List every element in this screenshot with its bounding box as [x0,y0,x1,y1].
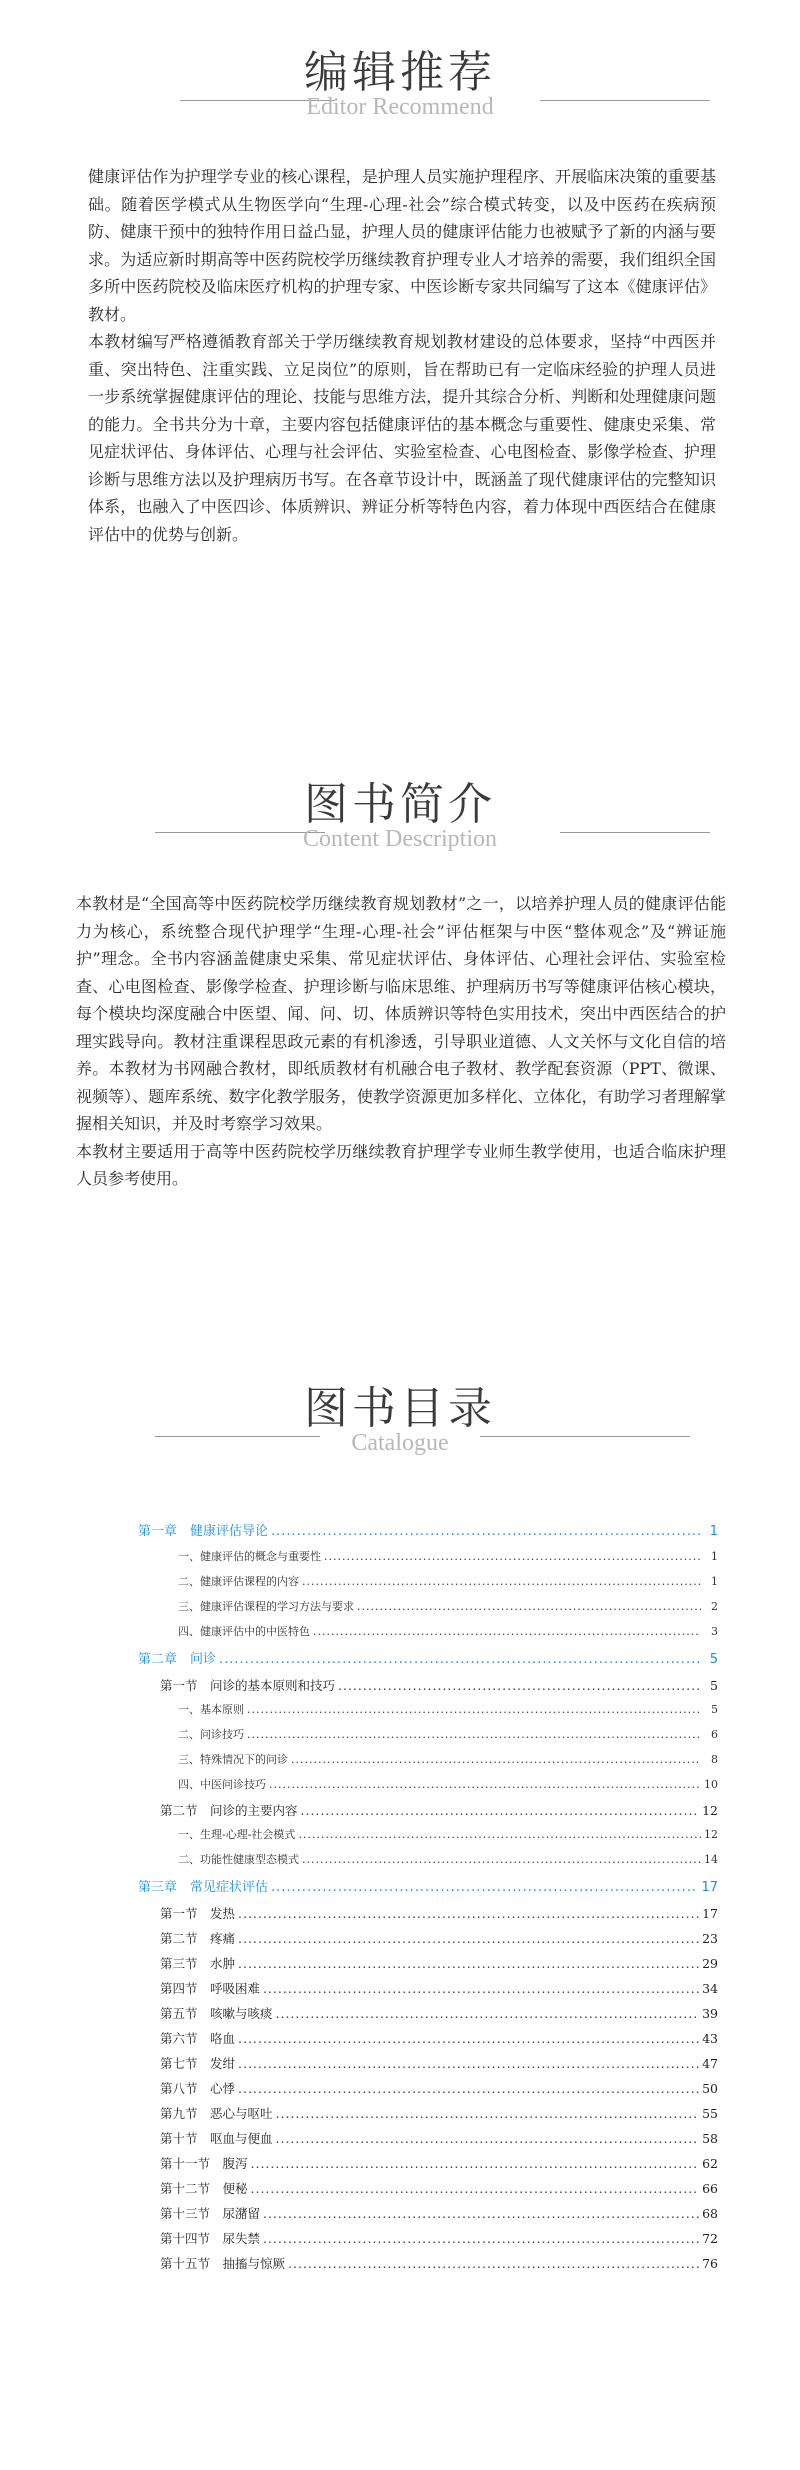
catalogue-title: 图书目录 [304,1383,496,1434]
toc-entry-label: 一、基本原则 [178,1703,244,1716]
toc-dot-leader [247,1703,701,1716]
toc-entry-label: 第三章 常见症状评估 [138,1880,269,1895]
toc-dot-leader [247,1728,701,1741]
editor-recommend-header [0,36,800,126]
toc-section-entry[interactable] [138,2029,718,2054]
toc-section-entry[interactable] [138,1929,718,1954]
description-paragraph-2: 本教材主要适用于高等中医药院校学历继续教育护理学专业师生教学使用，也适合临床护理人员参考使用。 [76,1141,726,1188]
toc-dot-leader [263,2231,699,2246]
toc-entry-label: 第二节 问诊的主要内容 [160,1803,298,1818]
toc-dot-leader [313,1625,701,1638]
toc-dot-leader [238,1931,699,1946]
toc-chapter-entry[interactable] [138,1520,718,1548]
toc-section-entry[interactable] [138,2154,718,2179]
toc-entry-label: 第八节 心悸 [160,2081,236,2096]
toc-dot-leader [251,2181,700,2196]
header-rule-right [480,1436,690,1437]
toc-page-number: 12 [702,1803,718,1818]
toc-section-entry[interactable] [138,2079,718,2104]
toc-dot-leader [302,1575,701,1588]
toc-entry-label: 第九节 恶心与呕吐 [160,2106,273,2121]
toc-page-number: 2 [711,1600,718,1613]
toc-subsection-entry[interactable] [138,1701,718,1726]
toc-page-number: 72 [702,2231,718,2246]
toc-entry-label: 第二节 疼痛 [160,1931,236,1946]
toc-dot-leader [276,2131,700,2146]
toc-chapter-entry[interactable] [138,1648,718,1676]
toc-page-number: 43 [702,2031,718,2046]
toc-entry-label: 第七节 发绀 [160,2056,236,2071]
content-description-header [0,768,800,858]
header-rule-right [560,832,710,833]
toc-entry-label: 一、生理-心理-社会模式 [178,1828,296,1841]
toc-dot-leader [298,1828,701,1841]
toc-entry-label: 三、特殊情况下的问诊 [178,1753,288,1766]
editor-recommend-title: 编辑推荐 [304,47,496,98]
toc-dot-leader [338,1678,701,1693]
toc-dot-leader [238,2081,699,2096]
toc-section-entry[interactable] [138,2179,718,2204]
toc-page-number: 1 [711,1550,718,1563]
toc-section-entry[interactable] [138,2129,718,2154]
toc-entry-label: 第五节 咳嗽与咳痰 [160,2006,273,2021]
toc-entry-label: 三、健康评估课程的学习方法与要求 [178,1600,354,1613]
toc-entry-label: 第十五节 抽搐与惊厥 [160,2256,286,2271]
editor-recommend-subtitle: Editor Recommend [306,94,494,120]
toc-dot-leader [238,1956,699,1971]
toc-dot-leader [324,1550,701,1563]
toc-subsection-entry[interactable] [138,1623,718,1648]
toc-section-entry[interactable] [138,2104,718,2129]
toc-dot-leader [238,2056,699,2071]
toc-section-entry[interactable] [138,2254,718,2279]
header-rule-right [540,100,710,101]
toc-dot-leader [269,1778,701,1791]
toc-page-number: 5 [709,1652,718,1667]
toc-page-number: 58 [702,2131,718,2146]
toc-section-entry[interactable] [138,1979,718,2004]
toc-section-entry[interactable] [138,2229,718,2254]
toc-page-number: 1 [711,1575,718,1588]
toc-section-entry[interactable] [138,1676,718,1701]
toc-dot-leader [302,1853,701,1866]
content-description-body [76,890,726,1193]
editor-paragraph-1: 健康评估作为护理学专业的核心课程，是护理人员实施护理程序、开展临床决策的重要基础。随着医学模式从生物医学向“生理-心理-社会”综合模式转变，以及中医药在疾病预防、健康干预中的独特作用日益凸显，护理人员的健康评估能力也被赋予了新的内涵与要求。为适应新时期高等中医药院校学历继续教育护理专业人才培养的需要，我们组织全国多所中医药院校及临床医疗机构的护理专家、中医诊断专家共同编写了这本《健康评估》教材。 [88,167,716,324]
toc-entry-label: 第十一节 腹泻 [160,2156,248,2171]
toc-dot-leader [271,1524,701,1539]
toc-page-number: 3 [711,1625,718,1638]
toc-page-number: 10 [704,1778,718,1791]
toc-entry-label: 第三节 水肿 [160,1956,236,1971]
toc-dot-leader [238,1906,699,1921]
toc-dot-leader [251,2156,700,2171]
toc-dot-leader [291,1753,701,1766]
catalogue-subtitle: Catalogue [351,1430,449,1456]
toc-entry-label: 第一章 健康评估导论 [138,1524,269,1539]
toc-subsection-entry[interactable] [138,1751,718,1776]
toc-page-number: 55 [702,2106,718,2121]
toc-entry-label: 第一节 问诊的基本原则和技巧 [160,1678,336,1693]
toc-page-number: 5 [711,1703,718,1716]
toc-page-number: 47 [702,2056,718,2071]
toc-subsection-entry[interactable] [138,1573,718,1598]
toc-page-number: 12 [704,1828,718,1841]
toc-section-entry[interactable] [138,2204,718,2229]
toc-subsection-entry[interactable] [138,1776,718,1801]
toc-entry-label: 第十二节 便秘 [160,2181,248,2196]
toc-page-number: 14 [704,1853,718,1866]
toc-page-number: 62 [702,2156,718,2171]
toc-page-number: 39 [702,2006,718,2021]
toc-section-entry[interactable] [138,1954,718,1979]
toc-dot-leader [357,1600,701,1613]
toc-page-number: 8 [711,1753,718,1766]
editor-paragraph-2: 本教材编写严格遵循教育部关于学历继续教育规划教材建设的总体要求，坚持“中西医并重、突出特色、注重实践、立足岗位”的原则，旨在帮助已有一定临床经验的护理人员进一步系统掌握健康评估的理论、技能与思维方法，提升其综合分析、判断和处理健康问题的能力。全书共分为十章，主要内容包括健康评估的基本概念与重要性、健康史采集、常见症状评估、身体评估、心理与社会评估、实验室检查、心电图检查、影像学检查、护理诊断与思维方法以及护理病历书写。在各章节设计中，既涵盖了现代健康评估的完整知识体系，也融入了中医四诊、体质辨识、辨证分析等特色内容，着力体现中西医结合在健康评估中的优势与创新。 [88,332,716,544]
toc-subsection-entry[interactable] [138,1548,718,1573]
toc-chapter-entry[interactable] [138,1876,718,1904]
toc-entry-label: 二、功能性健康型态模式 [178,1853,299,1866]
toc-entry-label: 第四节 呼吸困难 [160,1981,261,1996]
toc-page-number: 29 [702,1956,718,1971]
description-paragraph-1: 本教材是“全国高等中医药院校学历继续教育规划教材”之一，以培养护理人员的健康评估能力为核心，系统整合现代护理学“生理-心理-社会”评估框架与中医“整体观念”及“辨证施护”理念。全书内容涵盖健康史采集、常见症状评估、身体评估、心理社会评估、实验室检查、心电图检查、影像学检查、护理诊断与临床思维、护理病历书写等健康评估核心模块，每个模块均深度融合中医望、闻、问、切、体质辨识等特色实用技术，突出中西医结合的护理实践导向。教材注重课程思政元素的有机渗透，引导职业道德、人文关怀与文化自信的培养。本教材为书网融合教材，即纸质教材有机融合电子教材、教学配套资源（PPT、微课、视频等）、题库系统、数字化教学服务，使教学资源更加多样化、立体化，有助学习者理解掌握相关知识，并及时考察学习效果。 [76,894,726,1133]
toc-dot-leader [271,1880,698,1895]
toc-section-entry[interactable] [138,2004,718,2029]
toc-entry-label: 第二章 问诊 [138,1652,217,1667]
content-description-subtitle: Content Description [303,826,497,852]
toc-page-number: 66 [702,2181,718,2196]
toc-page-number: 5 [710,1678,718,1693]
toc-page-number: 34 [702,1981,718,1996]
toc-page-number: 23 [702,1931,718,1946]
toc-page-number: 1 [709,1524,718,1539]
content-description-title: 图书简介 [304,779,496,830]
toc-entry-label: 二、问诊技巧 [178,1728,244,1741]
toc-dot-leader [263,2206,699,2221]
table-of-contents [138,1520,718,2279]
toc-entry-label: 第十节 呕血与便血 [160,2131,273,2146]
toc-subsection-entry[interactable] [138,1851,718,1876]
toc-dot-leader [263,1981,699,1996]
toc-subsection-entry[interactable] [138,1826,718,1851]
toc-dot-leader [238,2031,699,2046]
toc-section-entry[interactable] [138,2054,718,2079]
catalogue-header [0,1372,800,1462]
toc-page-number: 76 [702,2256,718,2271]
toc-page-number: 50 [702,2081,718,2096]
toc-dot-leader [288,2256,699,2271]
toc-page-number: 68 [702,2206,718,2221]
editor-recommend-body [88,163,716,548]
toc-subsection-entry[interactable] [138,1726,718,1751]
toc-entry-label: 第一节 发热 [160,1906,236,1921]
toc-entry-label: 四、中医问诊技巧 [178,1778,266,1791]
toc-entry-label: 二、健康评估课程的内容 [178,1575,299,1588]
toc-section-entry[interactable] [138,1904,718,1929]
toc-entry-label: 第六节 咯血 [160,2031,236,2046]
toc-entry-label: 四、健康评估中的中医特色 [178,1625,310,1638]
toc-page-number: 17 [702,1906,718,1921]
toc-entry-label: 第十四节 尿失禁 [160,2231,261,2246]
toc-dot-leader [301,1803,700,1818]
toc-page-number: 17 [701,1880,718,1895]
toc-page-number: 6 [711,1728,718,1741]
toc-dot-leader [276,2106,700,2121]
toc-entry-label: 一、健康评估的概念与重要性 [178,1550,321,1563]
toc-entry-label: 第十三节 尿潴留 [160,2206,261,2221]
toc-dot-leader [276,2006,700,2021]
toc-dot-leader [219,1652,701,1667]
toc-section-entry[interactable] [138,1801,718,1826]
toc-subsection-entry[interactable] [138,1598,718,1623]
